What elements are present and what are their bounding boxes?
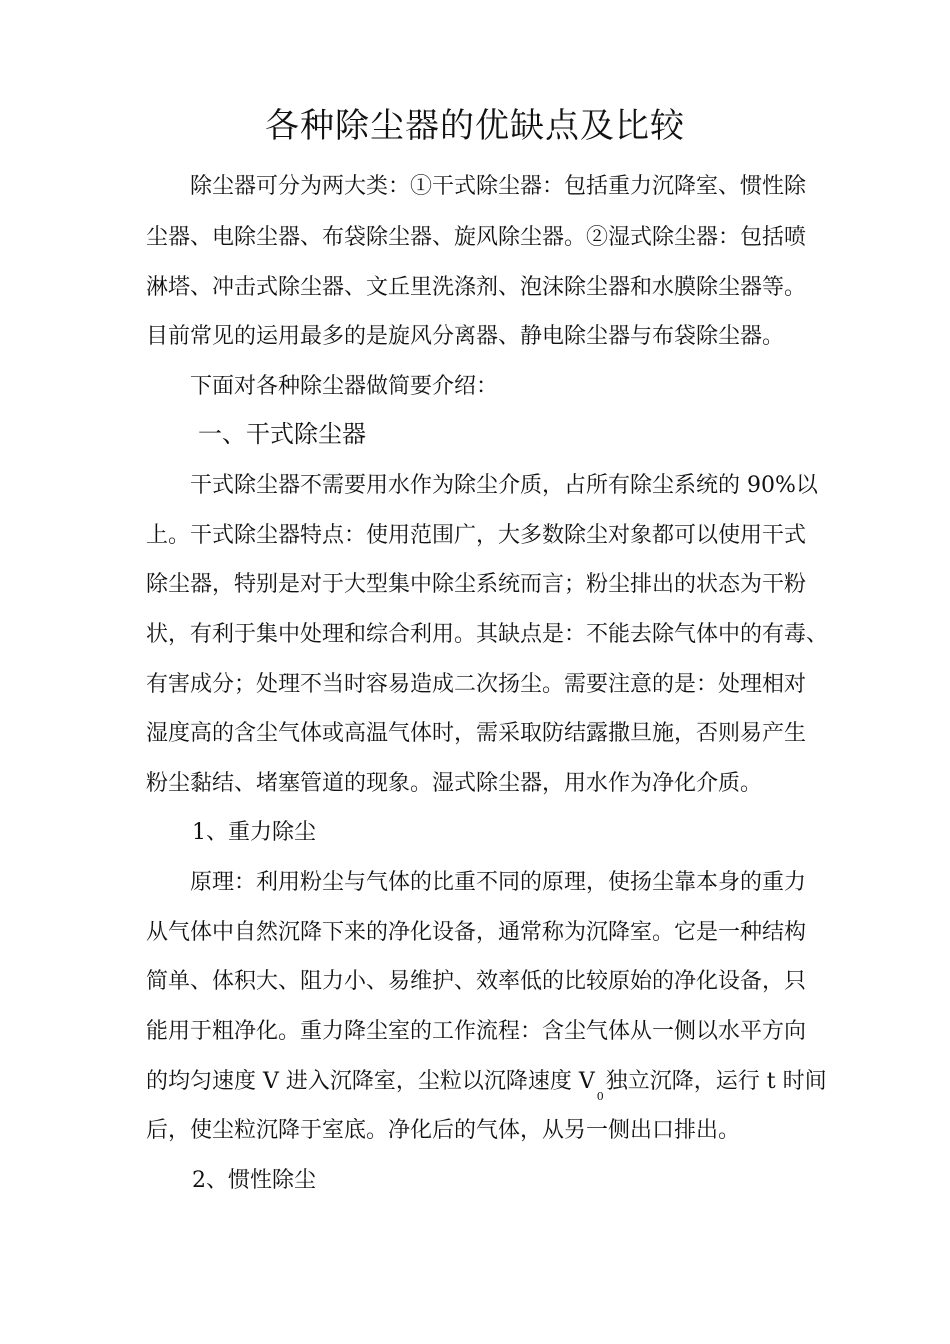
dry-line-7: 粉尘黏结、堵塞管道的现象。湿式除尘器，用水作为净化介质。 [146,771,763,796]
document-title: 各种除尘器的优缺点及比较 [265,106,685,146]
subheading-inertial: 2、惯性除尘 [192,1168,316,1193]
subscript-zero: 0 [596,1090,604,1103]
section-heading-dry: 一、干式除尘器 [198,420,366,448]
dry-line-4: 状，有利于集中处理和综合利用。其缺点是：不能去除气体中的有毒、 [146,622,829,647]
gravity-line-1: 原理：利用粉尘与气体的比重不同的原理，使扬尘靠本身的重力 [190,870,807,895]
dry-line-5: 有害成分；处理不当时容易造成二次扬尘。需要注意的是：处理相对 [146,672,807,697]
dry-line-6: 湿度高的含尘气体或高温气体时，需采取防结露撒旦施，否则易产生 [146,721,807,746]
gravity-line-5-part-b: 独立沉降，运行 t 时间 [605,1069,827,1094]
intro-line-4: 目前常见的运用最多的是旋风分离器、静电除尘器与布袋除尘器。 [146,324,785,349]
dry-line-2: 上。干式除尘器特点：使用范围广，大多数除尘对象都可以使用干式 [146,523,807,548]
gravity-line-6: 后，使尘粒沉降于室底。净化后的气体，从另一侧出口排出。 [146,1118,741,1143]
intro-line-2: 尘器、电除尘器、布袋除尘器、旋风除尘器。②湿式除尘器：包括喷 [146,225,807,250]
lead-paragraph: 下面对各种除尘器做简要介绍： [190,374,499,399]
gravity-line-2: 从气体中自然沉降下来的净化设备，通常称为沉降室。它是一种结构 [146,920,807,945]
gravity-line-5-part-a: 的均匀速度 V 进入沉降室，尘粒以沉降速度 V [146,1069,595,1094]
gravity-line-3: 简单、体积大、阻力小、易维护、效率低的比较原始的净化设备，只 [146,969,807,994]
intro-line-3: 淋塔、冲击式除尘器、文丘里洗涤剂、泡沫除尘器和水膜除尘器等。 [146,275,807,300]
dry-line-3: 除尘器，特别是对于大型集中除尘系统而言；粉尘排出的状态为干粉 [146,572,807,597]
intro-line-1: 除尘器可分为两大类：①干式除尘器：包括重力沉降室、惯性除 [190,174,807,199]
gravity-line-5 [146,1067,827,1103]
dry-line-1: 干式除尘器不需要用水作为除尘介质，占所有除尘系统的 90%以 [190,473,818,498]
subheading-gravity: 1、重力除尘 [192,820,316,845]
gravity-line-4: 能用于粗净化。重力降尘室的工作流程：含尘气体从一侧以水平方向 [146,1019,807,1044]
